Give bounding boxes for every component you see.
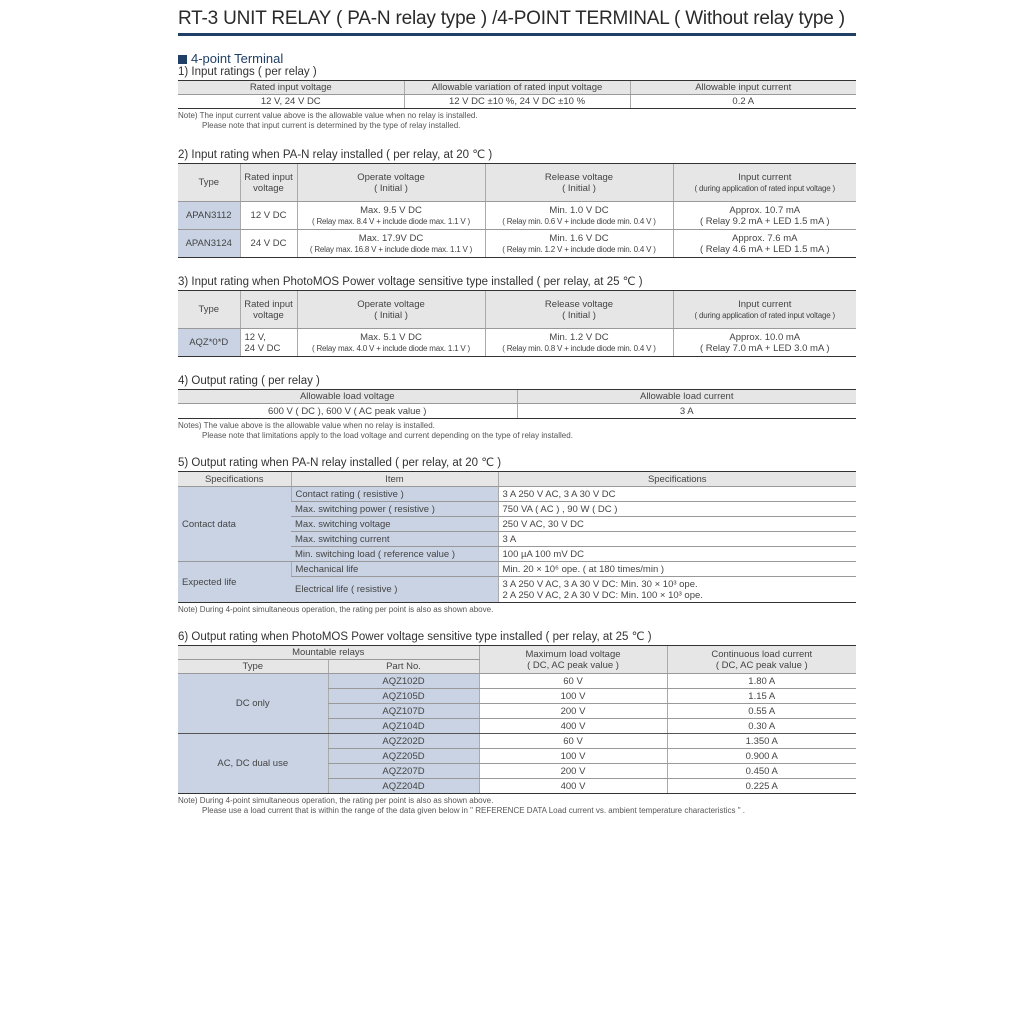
table-cell: 0.450 A — [667, 764, 856, 779]
header-cell: Item — [291, 472, 498, 487]
type-cell: APAN3124 — [178, 230, 240, 258]
header-cell: Allowable input current — [630, 81, 856, 95]
table-cell: 0.225 A — [667, 779, 856, 794]
table-cell: 0.2 A — [630, 95, 856, 109]
table-cell: Min. 1.0 V DC ( Relay min. 0.6 V + include diode min. 0.4 V ) — [485, 202, 673, 230]
table-cell: Min. 1.2 V DC ( Relay min. 0.8 V + include diode min. 0.4 V ) — [485, 329, 673, 357]
square-bullet-icon — [178, 55, 187, 64]
spec-cell: 100 µA 100 mV DC — [498, 547, 856, 562]
table-cell: Approx. 10.0 mA ( Relay 7.0 mA + LED 3.0 mA ) — [673, 329, 856, 357]
group-cell: Contact data — [178, 487, 291, 562]
title-underline — [178, 33, 856, 36]
table-cell: 100 V — [479, 689, 667, 704]
table-row — [178, 230, 856, 258]
section2-title: 2) Input rating when PA-N relay installed ( per relay, at 20 ℃ ) — [178, 149, 493, 161]
table-row — [178, 562, 856, 577]
table-cell: 3 A — [517, 404, 856, 419]
table-cell: 400 V — [479, 719, 667, 734]
table-cell: 400 V — [479, 779, 667, 794]
spec-cell: 3 A 250 V AC, 3 A 30 V DC — [498, 487, 856, 502]
section-heading-text: 4-point Terminal — [191, 51, 284, 66]
table-cell: Max. 9.5 V DC ( Relay max. 8.4 V + include diode max. 1.1 V ) — [297, 202, 485, 230]
note — [178, 605, 856, 615]
pa-n-input-rating-table — [178, 163, 856, 258]
table-row — [178, 404, 856, 419]
part-cell: AQZ205D — [328, 749, 479, 764]
header-cell: Release voltage ( Initial ) — [485, 164, 673, 202]
table-cell: 60 V — [479, 674, 667, 689]
part-cell: AQZ107D — [328, 704, 479, 719]
item-cell: Electrical life ( resistive ) — [291, 577, 498, 603]
spec-cell: Min. 20 × 10⁶ ope. ( at 180 times/min ) — [498, 562, 856, 577]
table-cell: Approx. 7.6 mA ( Relay 4.6 mA + LED 1.5 mA ) — [673, 230, 856, 258]
datasheet-page — [178, 0, 856, 816]
part-cell: AQZ202D — [328, 734, 479, 749]
table-cell: 0.900 A — [667, 749, 856, 764]
section5-title: 5) Output rating when PA-N relay installed ( per relay, at 20 ℃ ) — [178, 457, 502, 469]
table-cell: 1.350 A — [667, 734, 856, 749]
header-cell: Operate voltage ( Initial ) — [297, 291, 485, 329]
note-line: Note) During 4-point simultaneous operation, the rating per point is also as shown above. — [178, 796, 494, 805]
table-cell: Max. 5.1 V DC ( Relay max. 4.0 V + include diode max. 1.1 V ) — [297, 329, 485, 357]
table-cell: Approx. 10.7 mA ( Relay 9.2 mA + LED 1.5 mA ) — [673, 202, 856, 230]
table-cell: 0.55 A — [667, 704, 856, 719]
note-line: Note) The input current value above is the allowable value when no relay is installed. — [178, 111, 478, 120]
note-line: Note) During 4-point simultaneous operation, the rating per point is also as shown above. — [178, 605, 494, 614]
table-row — [178, 487, 856, 502]
table-cell: 12 V, 24 V DC — [240, 329, 297, 357]
table-cell: 1.15 A — [667, 689, 856, 704]
section3-title: 3) Input rating when PhotoMOS Power voltage sensitive type installed ( per relay, at 25 ℃ ) — [178, 276, 643, 288]
header-cell: Input current ( during application of rated input voltage ) — [673, 291, 856, 329]
header-cell: Type — [178, 291, 240, 329]
table-cell: 24 V DC — [240, 230, 297, 258]
header-cell: Operate voltage ( Initial ) — [297, 164, 485, 202]
input-ratings-table — [178, 80, 856, 109]
table-cell: 600 V ( DC ), 600 V ( AC peak value ) — [178, 404, 517, 419]
part-cell: AQZ102D — [328, 674, 479, 689]
table-cell: 200 V — [479, 764, 667, 779]
table-cell: 0.30 A — [667, 719, 856, 734]
table-row — [178, 734, 856, 749]
table-row — [178, 202, 856, 230]
table-cell: 12 V, 24 V DC — [178, 95, 404, 109]
photomos-input-rating-table — [178, 290, 856, 357]
note — [178, 421, 856, 441]
photomos-output-rating-table — [178, 645, 856, 794]
table-row — [178, 674, 856, 689]
note-line: Please use a load current that is within the range of the data given below in " REFERENCE DATA Load current vs. ambient temperature characteristics " . — [202, 806, 745, 815]
item-cell: Max. switching power ( resistive ) — [291, 502, 498, 517]
header-cell: Allowable load current — [517, 390, 856, 404]
header-cell: Specifications — [178, 472, 291, 487]
pa-n-output-rating-table — [178, 471, 856, 603]
part-cell: AQZ104D — [328, 719, 479, 734]
header-cell: Continuous load current ( DC, AC peak value ) — [667, 646, 856, 674]
type-cell: APAN3112 — [178, 202, 240, 230]
table-row — [178, 95, 856, 109]
table-cell: 1.80 A — [667, 674, 856, 689]
section1-title: 1) Input ratings ( per relay ) — [178, 66, 317, 78]
header-cell: Release voltage ( Initial ) — [485, 291, 673, 329]
note — [178, 796, 856, 816]
spec-cell: 3 A 250 V AC, 3 A 30 V DC: Min. 30 × 10³ ope. 2 A 250 V AC, 2 A 30 V DC: Min. 100 × 10³ ope. — [498, 577, 856, 603]
header-cell: Allowable load voltage — [178, 390, 517, 404]
note-line: Notes) The value above is the allowable value when no relay is installed. — [178, 421, 435, 430]
header-cell: Part No. — [328, 660, 479, 674]
table-cell: 12 V DC ±10 %, 24 V DC ±10 % — [404, 95, 630, 109]
section-heading — [178, 52, 856, 66]
page-title: RT-3 UNIT RELAY ( PA-N relay type ) /4-POINT TERMINAL ( Without relay type ) — [178, 8, 845, 29]
note — [178, 111, 856, 131]
header-cell: Rated input voltage — [178, 81, 404, 95]
section6-title: 6) Output rating when PhotoMOS Power voltage sensitive type installed ( per relay, at 25 ℃ ) — [178, 631, 652, 643]
header-cell: Allowable variation of rated input voltage — [404, 81, 630, 95]
table-cell: 100 V — [479, 749, 667, 764]
part-cell: AQZ105D — [328, 689, 479, 704]
header-cell: Type — [178, 660, 328, 674]
spec-cell: 250 V AC, 30 V DC — [498, 517, 856, 532]
header-cell: Input current ( during application of rated input voltage ) — [673, 164, 856, 202]
header-cell: Rated input voltage — [240, 164, 297, 202]
group-cell: Expected life — [178, 562, 291, 603]
table-row — [178, 329, 856, 357]
part-cell: AQZ207D — [328, 764, 479, 779]
type-cell: AC, DC dual use — [178, 734, 328, 794]
item-cell: Mechanical life — [291, 562, 498, 577]
item-cell: Max. switching current — [291, 532, 498, 547]
table-cell: 12 V DC — [240, 202, 297, 230]
table-cell: 60 V — [479, 734, 667, 749]
spec-cell: 3 A — [498, 532, 856, 547]
item-cell: Contact rating ( resistive ) — [291, 487, 498, 502]
header-cell: Mountable relays — [178, 646, 479, 660]
note-line: Please note that limitations apply to the load voltage and current depending on the type of relay installed. — [202, 431, 573, 440]
header-cell: Type — [178, 164, 240, 202]
spec-cell: 750 VA ( AC ) , 90 W ( DC ) — [498, 502, 856, 517]
table-cell: Min. 1.6 V DC ( Relay min. 1.2 V + include diode min. 0.4 V ) — [485, 230, 673, 258]
item-cell: Max. switching voltage — [291, 517, 498, 532]
note-line: Please note that input current is determined by the type of relay installed. — [202, 121, 461, 130]
header-cell: Maximum load voltage ( DC, AC peak value ) — [479, 646, 667, 674]
section4-title: 4) Output rating ( per relay ) — [178, 375, 320, 387]
item-cell: Min. switching load ( reference value ) — [291, 547, 498, 562]
header-cell: Rated input voltage — [240, 291, 297, 329]
header-cell: Specifications — [498, 472, 856, 487]
part-cell: AQZ204D — [328, 779, 479, 794]
output-rating-table — [178, 389, 856, 419]
table-cell: 200 V — [479, 704, 667, 719]
type-cell: AQZ*0*D — [178, 329, 240, 357]
table-cell: Max. 17.9V DC ( Relay max. 16.8 V + include diode max. 1.1 V ) — [297, 230, 485, 258]
type-cell: DC only — [178, 674, 328, 734]
